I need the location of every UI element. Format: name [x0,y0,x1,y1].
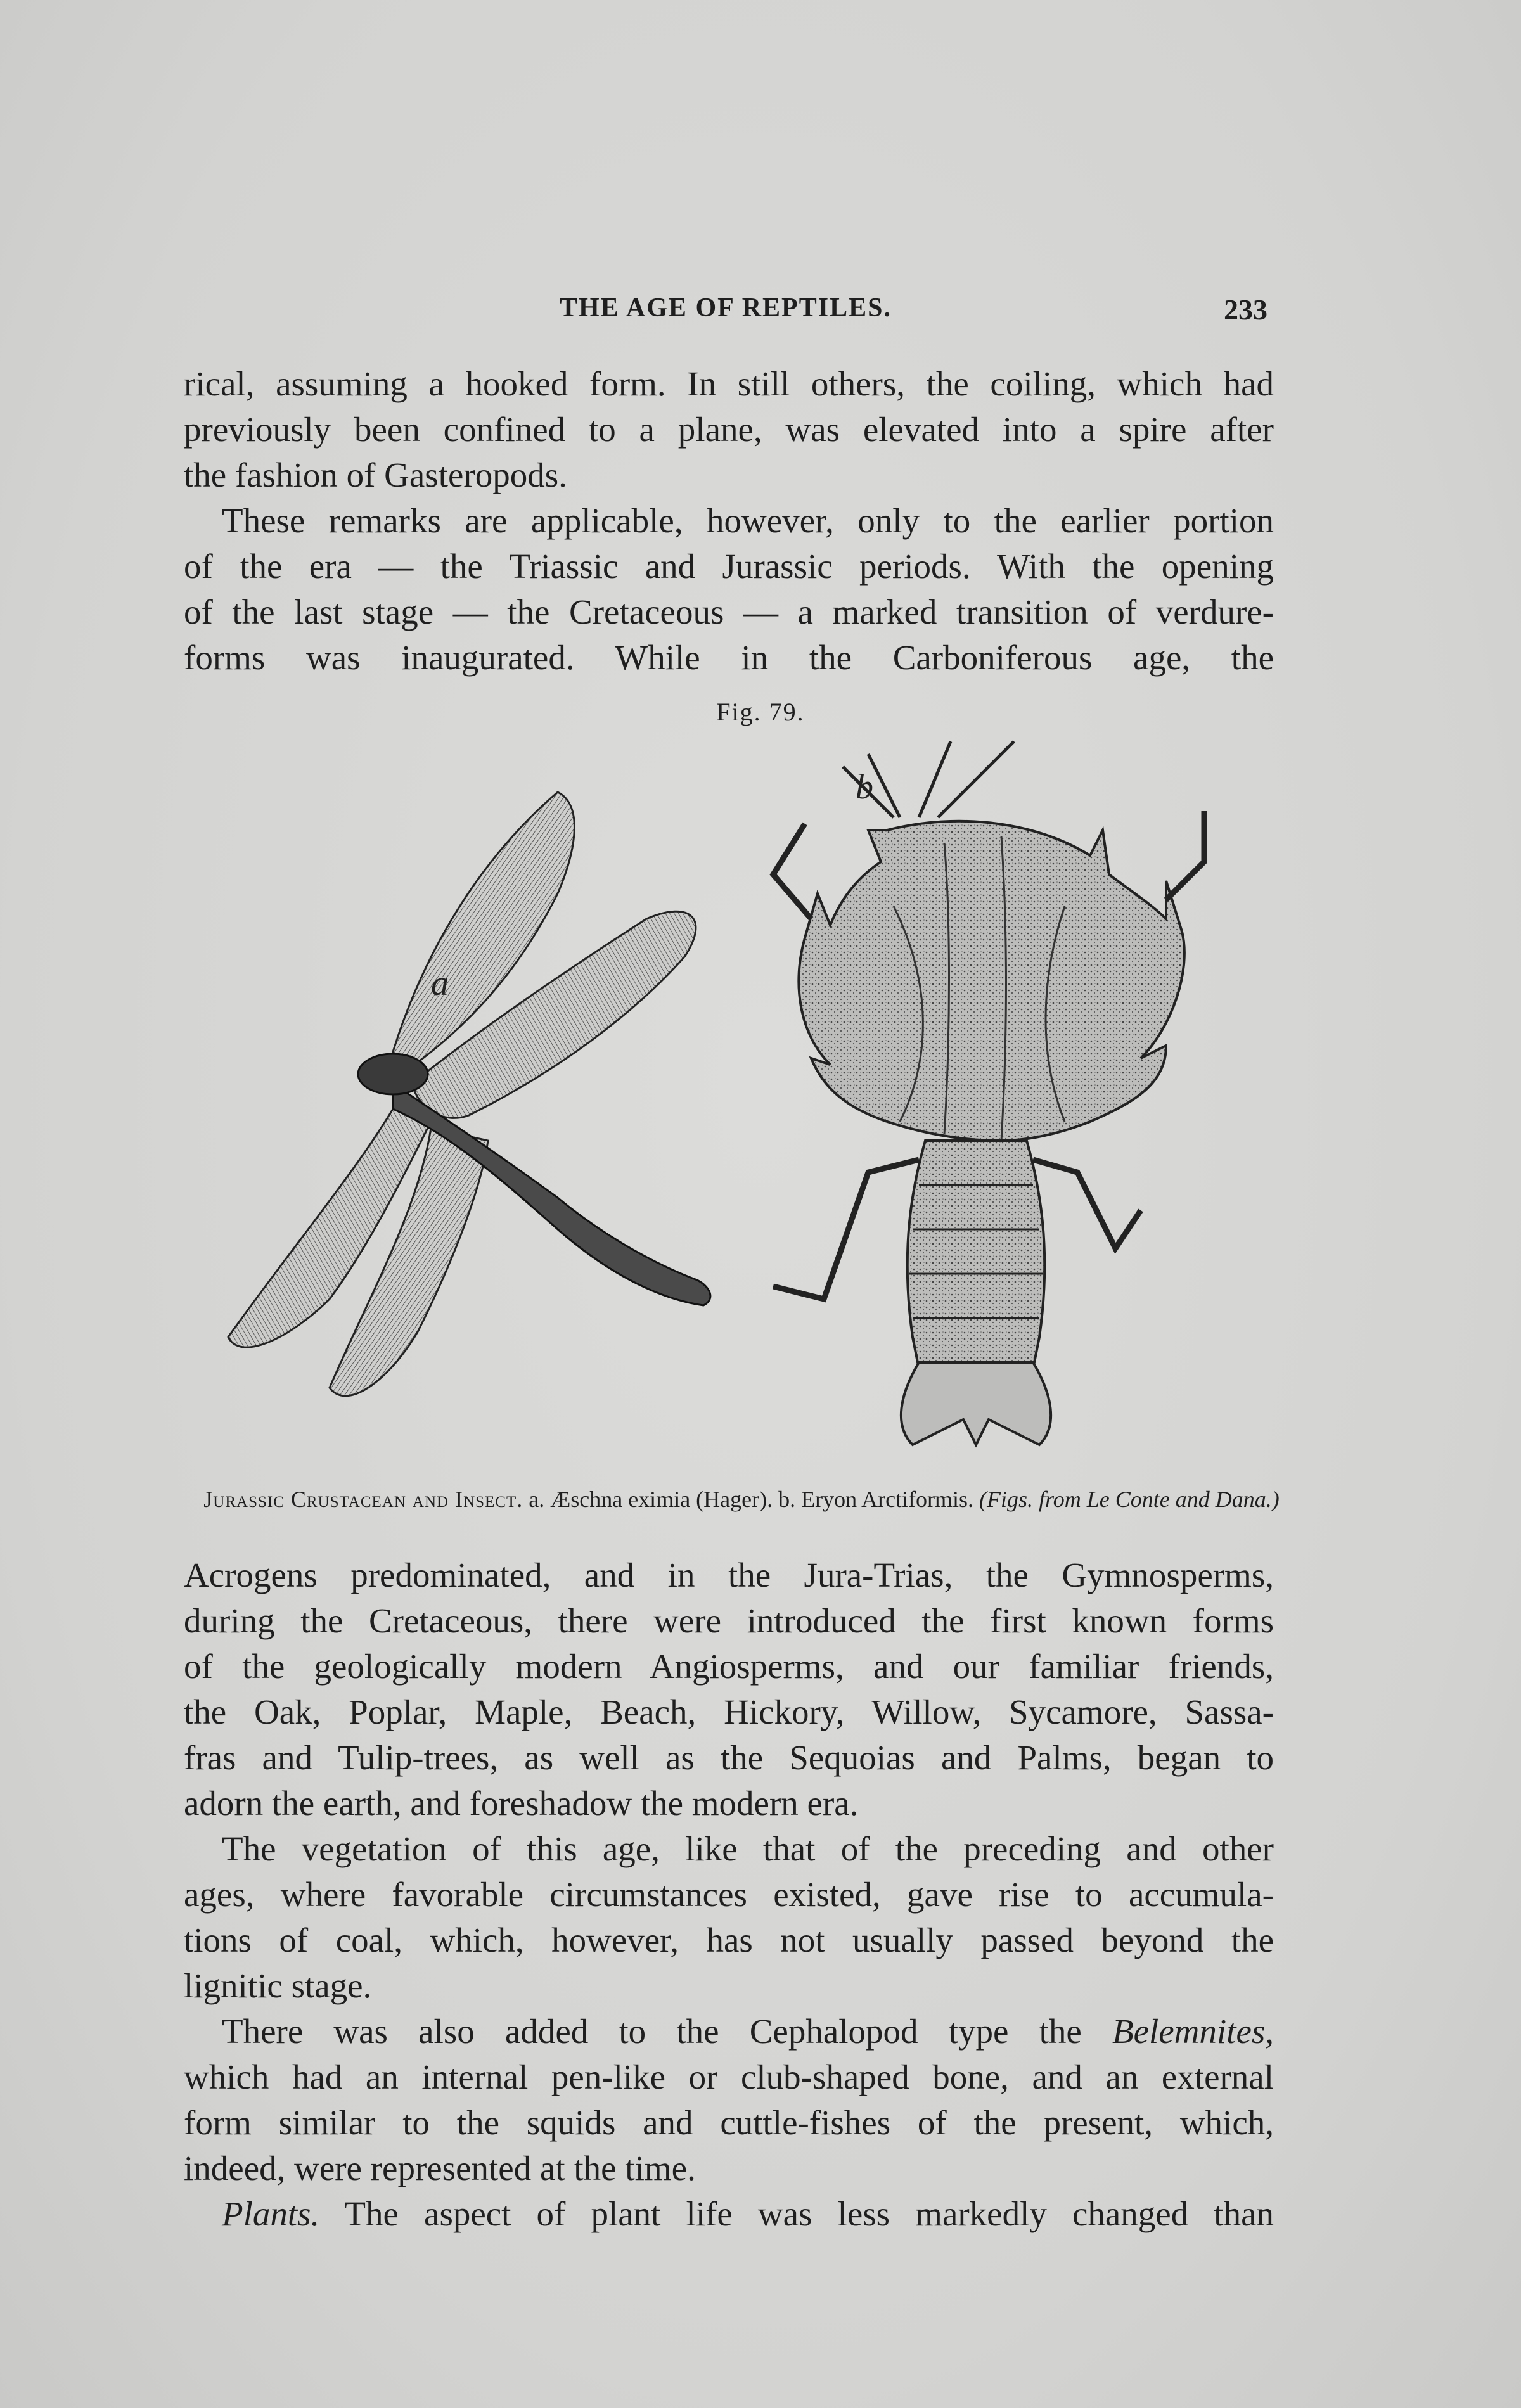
caption-credit: (Figs. from Le Conte and Dana.) [979,1487,1280,1512]
figure-label: Fig. 79. [716,698,805,726]
page-header [184,293,1268,331]
text-line: ages, where favorable circumstances existed, gave rise to accumula- [184,1875,1274,1914]
page-number: 233 [1224,293,1268,326]
caption-a: a. Æschna eximia (Hager). [529,1487,773,1512]
text-segment: The aspect of plant life was less markedly changed than [344,2194,1274,2233]
text-line: These remarks are applicable, however, only to the earlier portion [222,501,1274,540]
running-head: THE AGE OF REPTILES. [560,293,892,323]
text-line: of the last stage — the Cretaceous — a marked transition of verdure- [184,592,1274,631]
text-line: of the geologically modern Angiosperms, and our familiar friends, [184,1647,1274,1686]
figure-caption [184,1483,1299,1516]
text-line: rical, assuming a hooked form. In still others, the coiling, which had [184,364,1274,403]
bottom-text-block [184,1553,1274,2237]
text-line: fras and Tulip-trees, as well as the Sequoias and Palms, began to [184,1738,1274,1777]
crustacean-drawing [773,741,1204,1445]
text-line: adorn the earth, and foreshadow the modern era. [184,1784,859,1822]
caption-b: b. Eryon Arctiformis. [778,1487,974,1512]
text-line: the fashion of Gasteropods. [184,456,567,494]
dragonfly-drawing [228,792,710,1396]
text-line: previously been confined to a plane, was elevated into a spire after [184,410,1274,449]
text-line: The vegetation of this age, like that of the preceding and other [222,1829,1274,1868]
caption-title: Jurassic Crustacean and Insect. [203,1487,523,1512]
label-a: a [431,964,449,1003]
text-line: forms was inaugurated. While in the Carboniferous age, the [184,638,1274,677]
top-text-block [184,361,1274,681]
text-line: the Oak, Poplar, Maple, Beach, Hickory, Willow, Sycamore, Sassa- [184,1693,1274,1731]
text-line: lignitic stage. [184,1966,372,2005]
text-line: which had an internal pen-like or club-shaped bone, and an external [184,2058,1274,2096]
text-line: of the era — the Triassic and Jurassic periods. With the opening [184,547,1274,586]
figure-illustration [203,729,1293,1476]
italic-term: Plants. [222,2194,320,2233]
text-line: Acrogens predominated, and in the Jura-Trias, the Gymnosperms, [184,1556,1274,1594]
text-line [184,2191,1274,2237]
text-line [184,2009,1274,2054]
text-line: form similar to the squids and cuttle-fishes of the present, which, [184,2103,1274,2142]
label-b: b [856,767,873,807]
text-line: indeed, were represented at the time. [184,2149,696,2187]
text-line: tions of coal, which, however, has not usually passed beyond the [184,1921,1274,1959]
text-line: during the Cretaceous, there were introduced the first known forms [184,1601,1274,1640]
text-segment: There was also added to the Cephalopod type the [222,2012,1082,2051]
italic-term: Belemnites, [1112,2012,1274,2051]
